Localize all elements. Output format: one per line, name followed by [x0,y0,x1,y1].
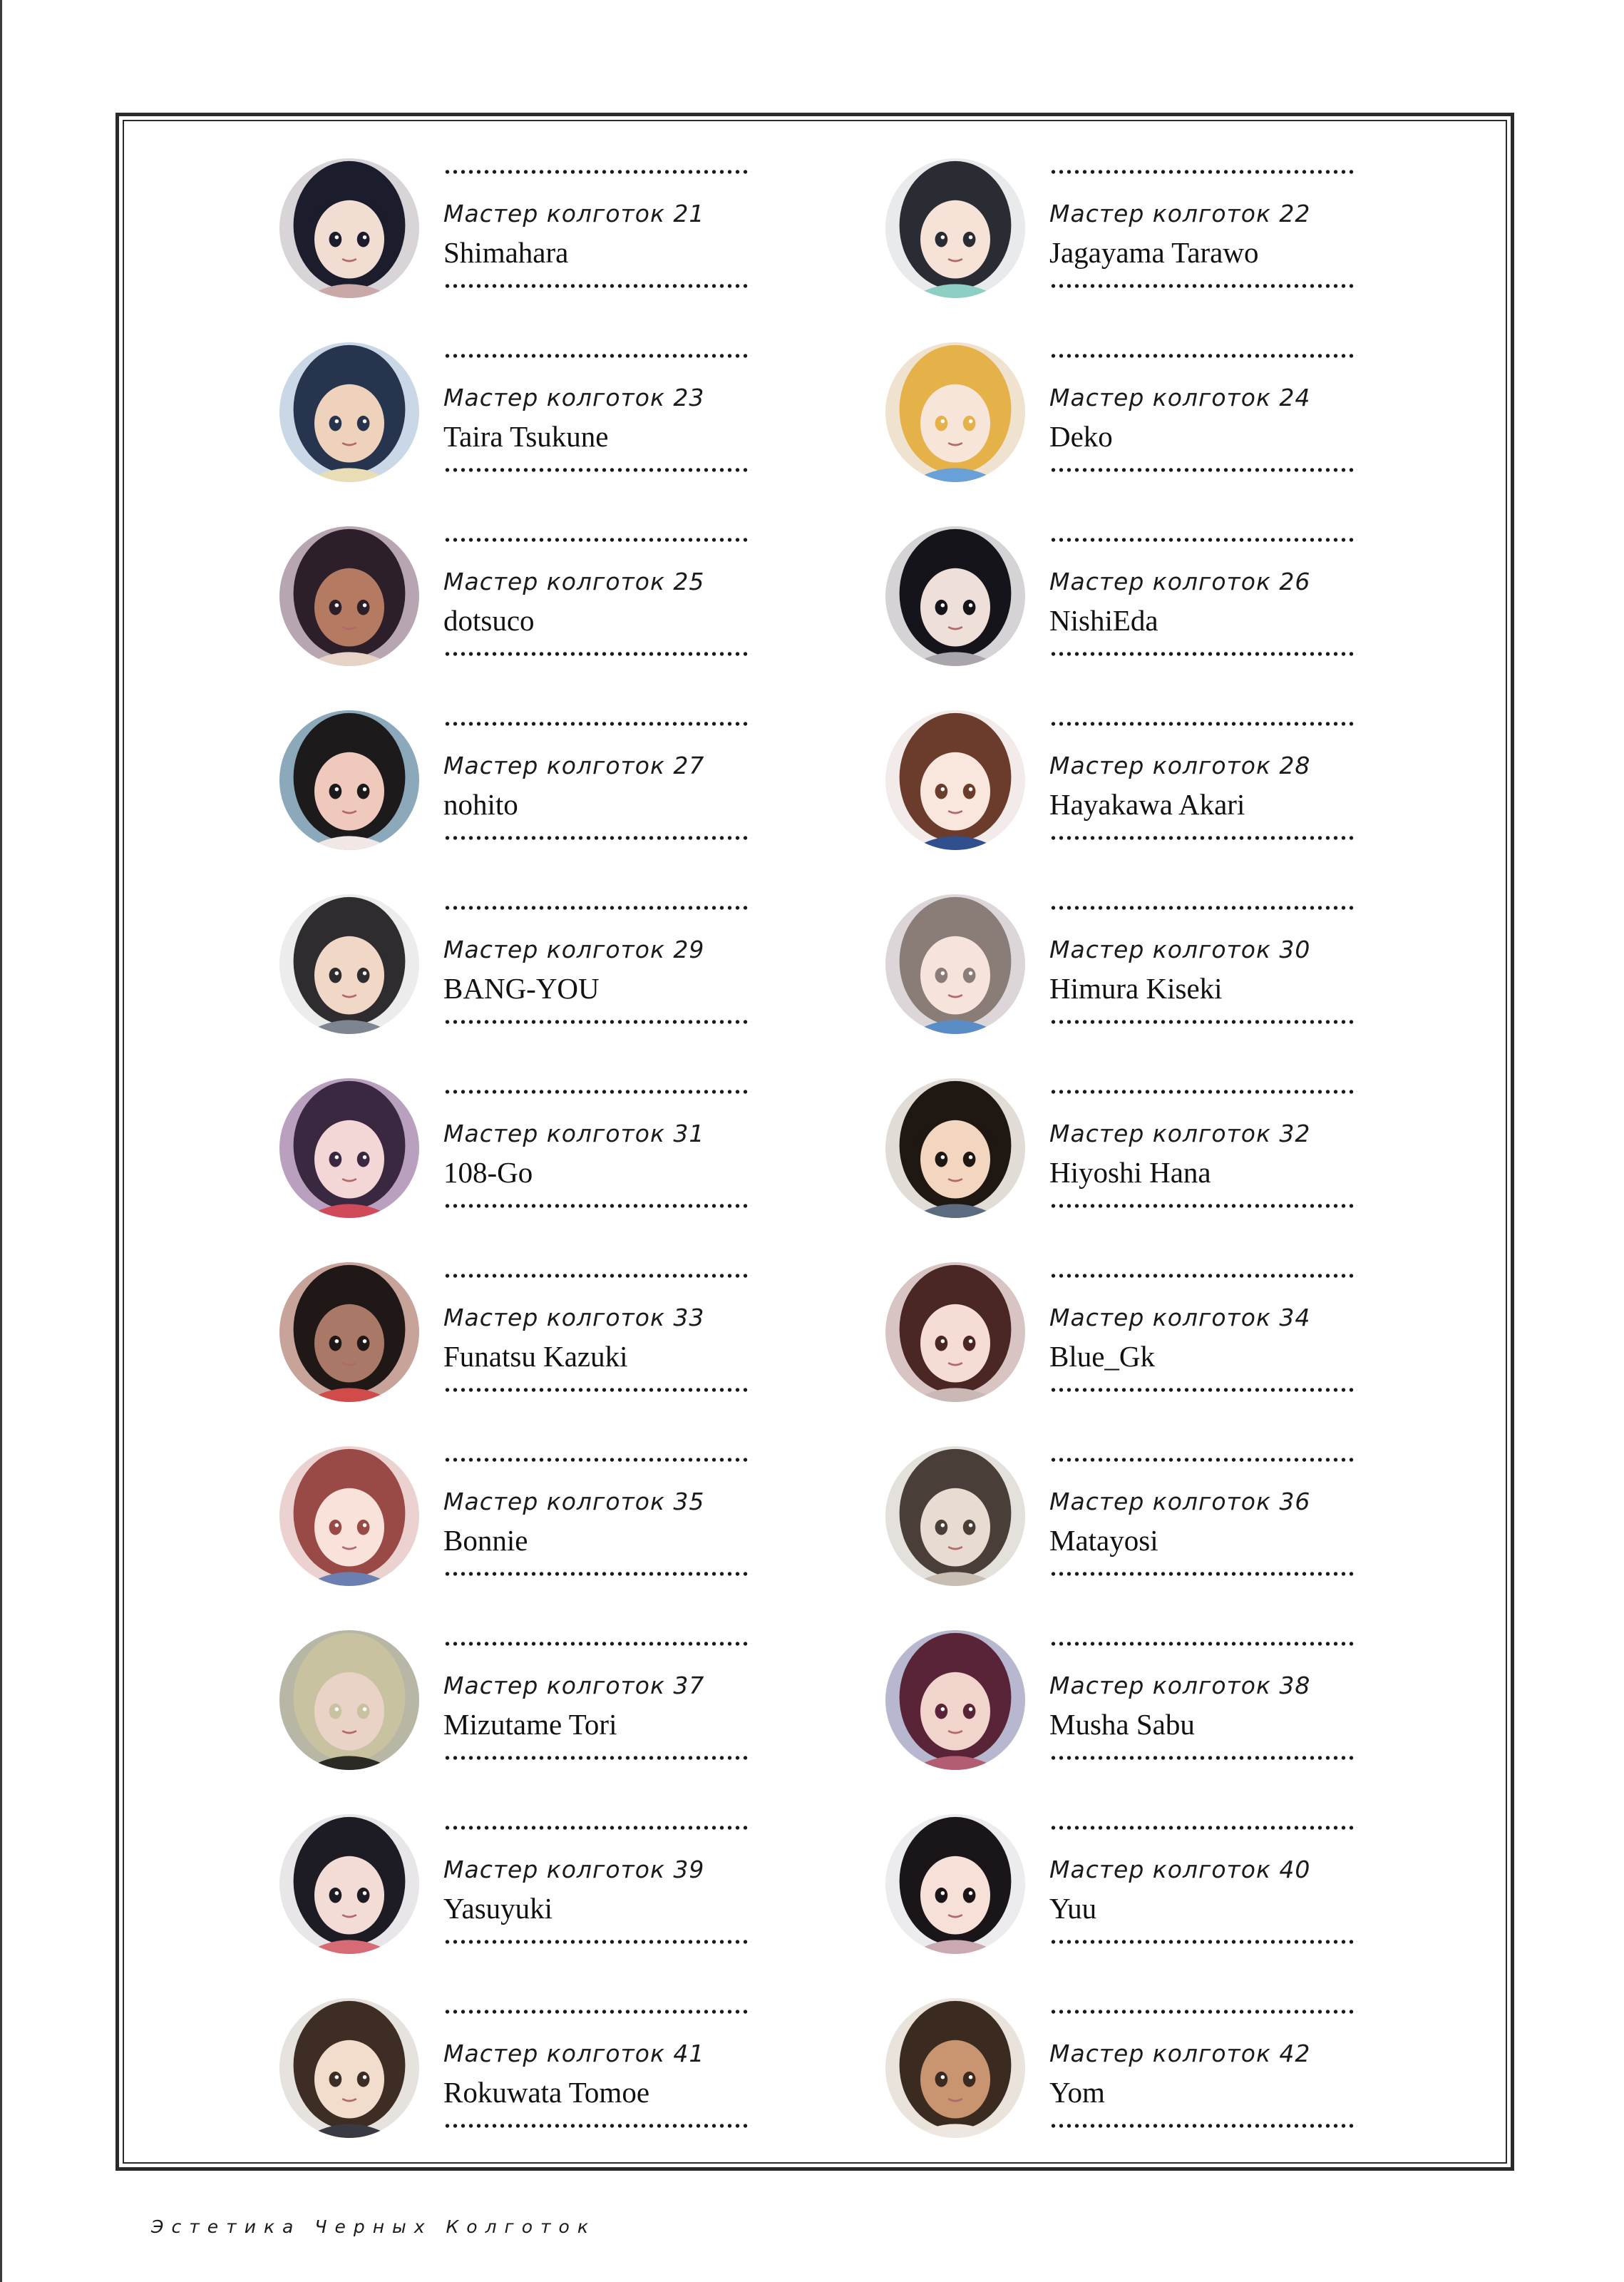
artist-card [443,1458,751,1579]
page-footer-title: Эстетика Черных Колготок [151,2216,596,2237]
artist-entry [279,1630,885,1814]
artist-card [1049,722,1357,843]
artist-avatar [885,710,1025,850]
artist-name: Taira Tsukune [443,420,609,453]
dotted-divider-top [1049,2010,1357,2014]
dotted-divider-top [1049,1274,1357,1278]
artist-entry [885,1446,1384,1630]
avatar-illustration [885,158,1025,298]
artist-role-label: Мастер колготок 28 [1049,752,1311,779]
artist-name: Matayosi [1049,1524,1158,1557]
artist-avatar [279,1446,419,1586]
avatar-illustration [885,894,1025,1034]
artist-name: Musha Sabu [1049,1708,1195,1741]
dotted-divider-top [443,722,751,726]
dotted-divider-bottom [443,468,751,472]
artist-role-label: Мастер колготок 39 [443,1856,705,1883]
artist-card [443,1826,751,1947]
dotted-divider-top [443,1090,751,1094]
artist-avatar [279,342,419,482]
dotted-divider-bottom [1049,1756,1357,1760]
artist-name: Hiyoshi Hana [1049,1156,1211,1189]
dotted-divider-bottom [443,652,751,656]
avatar-illustration [885,710,1025,850]
artist-entry [279,1078,885,1262]
dotted-divider-bottom [1049,1204,1357,1208]
dotted-divider-top [1049,1458,1357,1462]
artist-entry [885,526,1384,710]
dotted-divider-top [443,1458,751,1462]
artist-card [443,538,751,659]
artist-card [443,722,751,843]
avatar-illustration [279,1262,419,1402]
avatar-illustration [885,1262,1025,1402]
artist-role-label: Мастер колготок 38 [1049,1672,1311,1699]
dotted-divider-bottom [443,1572,751,1576]
artist-name: Rokuwata Tomoe [443,2076,650,2109]
artist-role-label: Мастер колготок 36 [1049,1488,1311,1515]
artist-card [443,1274,751,1395]
artist-entry [885,158,1384,342]
dotted-divider-bottom [443,1204,751,1208]
avatar-illustration [885,1078,1025,1218]
dotted-divider-bottom [1049,1572,1357,1576]
artist-name: Mizutame Tori [443,1708,617,1741]
artist-role-label: Мастер колготок 32 [1049,1120,1311,1147]
avatar-illustration [279,342,419,482]
artist-card [443,2010,751,2131]
artist-entry [885,1078,1384,1262]
avatar-illustration [279,1078,419,1218]
avatar-illustration [279,1446,419,1586]
artist-entry [279,894,885,1078]
artist-card [443,1090,751,1211]
artist-name: BANG-YOU [443,972,600,1005]
artist-card [1049,1274,1357,1395]
artist-card [1049,906,1357,1027]
avatar-illustration [279,526,419,666]
dotted-divider-top [443,1826,751,1830]
dotted-divider-top [443,170,751,174]
artist-role-label: Мастер колготок 25 [443,568,705,595]
artist-entry [279,1262,885,1446]
dotted-divider-bottom [1049,2124,1357,2128]
artist-role-label: Мастер колготок 31 [443,1120,705,1147]
avatar-illustration [885,342,1025,482]
dotted-divider-top [443,538,751,542]
artist-role-label: Мастер колготок 41 [443,2040,705,2067]
dotted-divider-top [443,1274,751,1278]
dotted-divider-bottom [443,1756,751,1760]
artist-entry [279,1814,885,1998]
artist-name: Yasuyuki [443,1892,553,1925]
artist-name: 108-Go [443,1156,533,1189]
avatar-illustration [279,1814,419,1954]
dotted-divider-bottom [443,1388,751,1392]
dotted-divider-bottom [1049,468,1357,472]
dotted-divider-bottom [1049,652,1357,656]
artist-card [1049,1642,1357,1763]
artist-role-label: Мастер колготок 33 [443,1304,705,1331]
artist-role-label: Мастер колготок 37 [443,1672,705,1699]
avatar-illustration [885,526,1025,666]
artist-card [1049,538,1357,659]
avatar-illustration [885,1630,1025,1770]
artist-avatar [885,158,1025,298]
dotted-divider-bottom [443,1940,751,1944]
dotted-divider-top [1049,1642,1357,1646]
avatar-illustration [279,710,419,850]
avatar-illustration [885,1998,1025,2138]
artist-role-label: Мастер колготок 40 [1049,1856,1311,1883]
dotted-divider-top [443,906,751,910]
artist-avatar [885,1078,1025,1218]
artist-entry [279,1998,885,2182]
artist-avatar [885,1446,1025,1586]
artist-name: Blue_Gk [1049,1340,1156,1373]
credits-grid [279,158,1384,2182]
artist-entry [885,1630,1384,1814]
artist-role-label: Мастер колготок 22 [1049,200,1311,227]
artist-avatar [279,526,419,666]
dotted-divider-bottom [1049,1388,1357,1392]
artist-entry [885,1998,1384,2182]
artist-entry [885,342,1384,526]
artist-role-label: Мастер колготок 34 [1049,1304,1311,1331]
artist-avatar [279,1998,419,2138]
dotted-divider-top [1049,538,1357,542]
artist-entry [885,1814,1384,1998]
artist-role-label: Мастер колготок 42 [1049,2040,1311,2067]
artist-avatar [885,1998,1025,2138]
artist-card [443,170,751,291]
avatar-illustration [279,1998,419,2138]
artist-entry [885,710,1384,894]
artist-role-label: Мастер колготок 35 [443,1488,705,1515]
artist-role-label: Мастер колготок 30 [1049,936,1311,963]
dotted-divider-bottom [1049,1020,1357,1024]
artist-avatar [279,1262,419,1402]
artist-role-label: Мастер колготок 21 [443,200,705,227]
dotted-divider-top [1049,354,1357,358]
artist-card [1049,1826,1357,1947]
artist-role-label: Мастер колготок 24 [1049,384,1311,411]
artist-card [443,1642,751,1763]
artist-card [1049,170,1357,291]
artist-role-label: Мастер колготок 23 [443,384,705,411]
dotted-divider-bottom [1049,1940,1357,1944]
dotted-divider-top [1049,722,1357,726]
dotted-divider-bottom [1049,284,1357,288]
artist-name: nohito [443,788,518,821]
artist-card [1049,1090,1357,1211]
artist-name: Bonnie [443,1524,528,1557]
dotted-divider-bottom [443,836,751,840]
dotted-divider-bottom [443,1020,751,1024]
artist-name: Yuu [1049,1892,1097,1925]
artist-avatar [279,894,419,1034]
artist-name: Hayakawa Akari [1049,788,1245,821]
artist-name: Himura Kiseki [1049,972,1223,1005]
artist-card [443,906,751,1027]
dotted-divider-top [443,354,751,358]
dotted-divider-top [1049,170,1357,174]
avatar-illustration [885,1814,1025,1954]
artist-entry [885,1262,1384,1446]
avatar-illustration [279,1630,419,1770]
page-edge [0,0,2,2282]
artist-entry [279,1446,885,1630]
dotted-divider-top [1049,1826,1357,1830]
artist-role-label: Мастер колготок 27 [443,752,705,779]
artist-entry [279,342,885,526]
dotted-divider-bottom [443,284,751,288]
dotted-divider-bottom [1049,836,1357,840]
artist-card [1049,354,1357,475]
avatar-illustration [279,158,419,298]
artist-avatar [279,1814,419,1954]
artist-name: Yom [1049,2076,1105,2109]
avatar-illustration [885,1446,1025,1586]
artist-name: Shimahara [443,236,569,269]
dotted-divider-top [443,2010,751,2014]
dotted-divider-top [443,1642,751,1646]
artist-name: NishiEda [1049,604,1158,637]
artist-card [443,354,751,475]
artist-role-label: Мастер колготок 26 [1049,568,1311,595]
artist-avatar [279,710,419,850]
artist-avatar [885,526,1025,666]
artist-card [1049,2010,1357,2131]
artist-avatar [885,342,1025,482]
artist-entry [279,158,885,342]
artist-role-label: Мастер колготок 29 [443,936,705,963]
dotted-divider-top [1049,1090,1357,1094]
artist-entry [279,526,885,710]
artist-name: Jagayama Tarawo [1049,236,1259,269]
artist-avatar [885,894,1025,1034]
artist-entry [885,894,1384,1078]
dotted-divider-top [1049,906,1357,910]
dotted-divider-bottom [443,2124,751,2128]
artist-name: Deko [1049,420,1113,453]
artist-avatar [279,1630,419,1770]
artist-avatar [279,158,419,298]
avatar-illustration [279,894,419,1034]
artist-name: Funatsu Kazuki [443,1340,628,1373]
artist-avatar [885,1262,1025,1402]
artist-name: dotsuco [443,604,535,637]
artist-avatar [279,1078,419,1218]
artist-avatar [885,1630,1025,1770]
artist-entry [279,710,885,894]
artist-card [1049,1458,1357,1579]
artist-avatar [885,1814,1025,1954]
